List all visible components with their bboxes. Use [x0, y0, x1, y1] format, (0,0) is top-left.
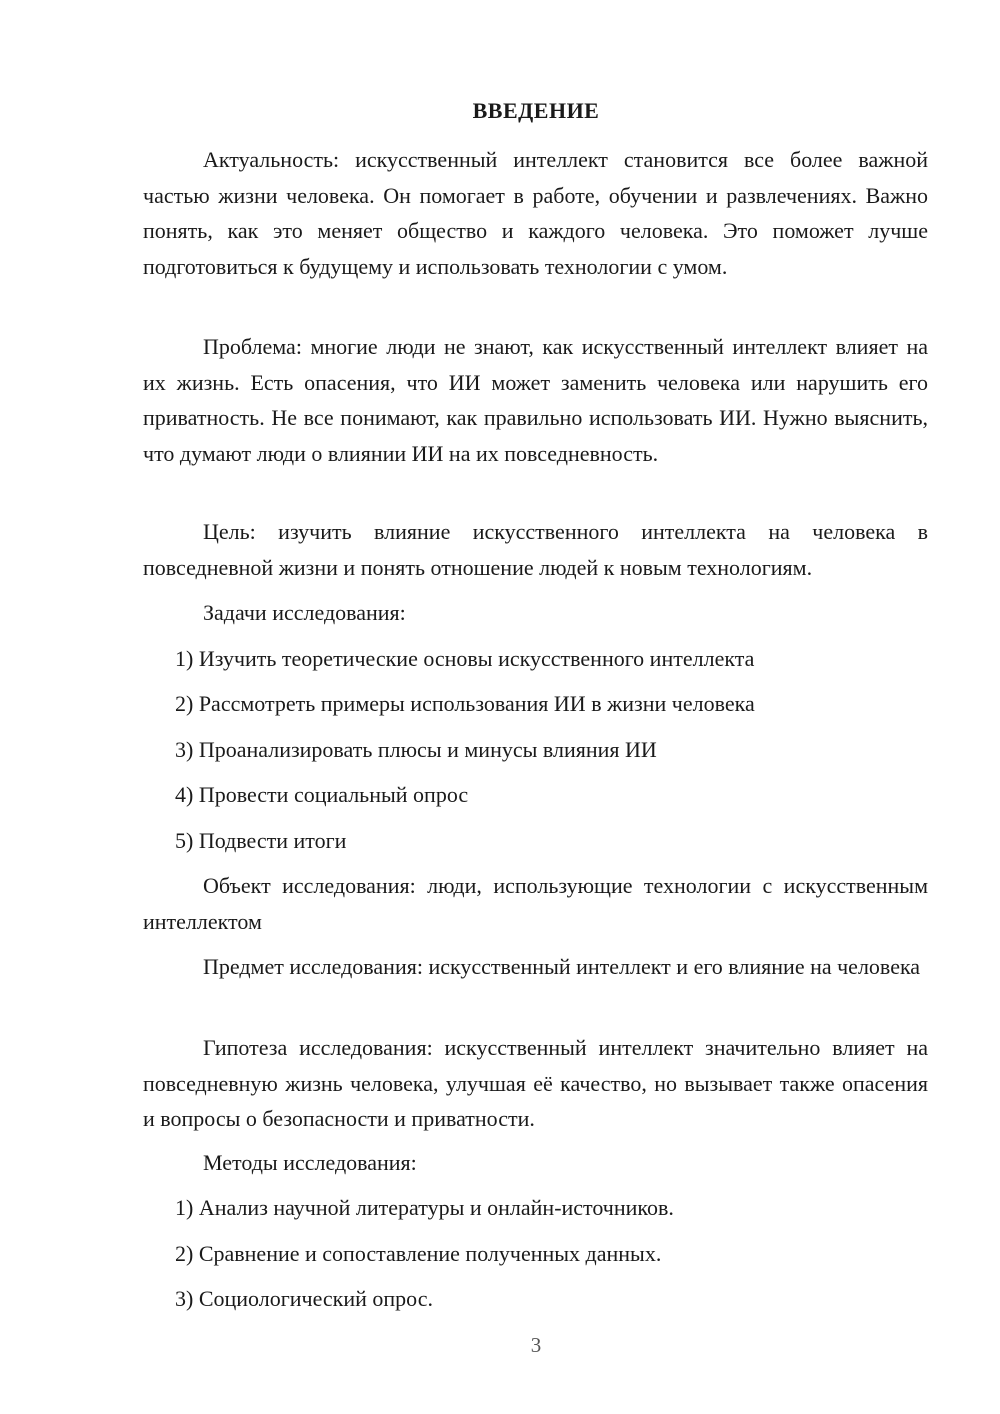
method-item: 1) Анализ научной литературы и онлайн-источников.	[175, 1195, 674, 1220]
methods-label: Методы исследования:	[203, 1150, 417, 1175]
problem-paragraph: Проблема: многие люди не знают, как искусственный интеллект влияет на их жизнь. Есть опасения, что ИИ может заменить человека или нарушить его приватность. Не все понимают, как правильно использовать ИИ. Нужно выяснить, что думают люди о влиянии ИИ на их повседневность.	[143, 334, 928, 466]
section-title: ВВЕДЕНИЕ	[472, 98, 600, 123]
task-item: 4) Провести социальный опрос	[175, 782, 469, 807]
method-item: 2) Сравнение и сопоставление полученных данных.	[175, 1241, 662, 1266]
task-item: 2) Рассмотреть примеры использования ИИ в жизни человека	[175, 691, 755, 716]
task-item: 1) Изучить теоретические основы искусственного интеллекта	[175, 646, 755, 671]
relevance-paragraph: Актуальность: искусственный интеллект становится все более важной частью жизни человека. Он помогает в работе, обучении и развлечениях. Важно понять, как это меняет общество и каждого человека. Это поможет лучше подготовиться к будущему и использовать технологии с умом.	[143, 147, 928, 279]
method-item: 3) Социологический опрос.	[175, 1286, 433, 1311]
page-number: 3	[530, 1333, 542, 1357]
task-item: 3) Проанализировать плюсы и минусы влияния ИИ	[175, 737, 657, 762]
task-item: 5) Подвести итоги	[175, 828, 347, 853]
subject-paragraph: Предмет исследования: искусственный интеллект и его влияние на человека	[203, 954, 921, 979]
object-paragraph: Объект исследования: люди, использующие технологии с искусственным интеллектом	[143, 873, 928, 934]
hypothesis-paragraph: Гипотеза исследования: искусственный интеллект значительно влияет на повседневную жизнь человека, улучшая её качество, но вызывает также опасения и вопросы о безопасности и приватности.	[143, 1035, 928, 1131]
tasks-label: Задачи исследования:	[203, 600, 406, 625]
goal-paragraph: Цель: изучить влияние искусственного интеллекта на человека в повседневной жизни и понять отношение людей к новым технологиям.	[143, 519, 928, 580]
